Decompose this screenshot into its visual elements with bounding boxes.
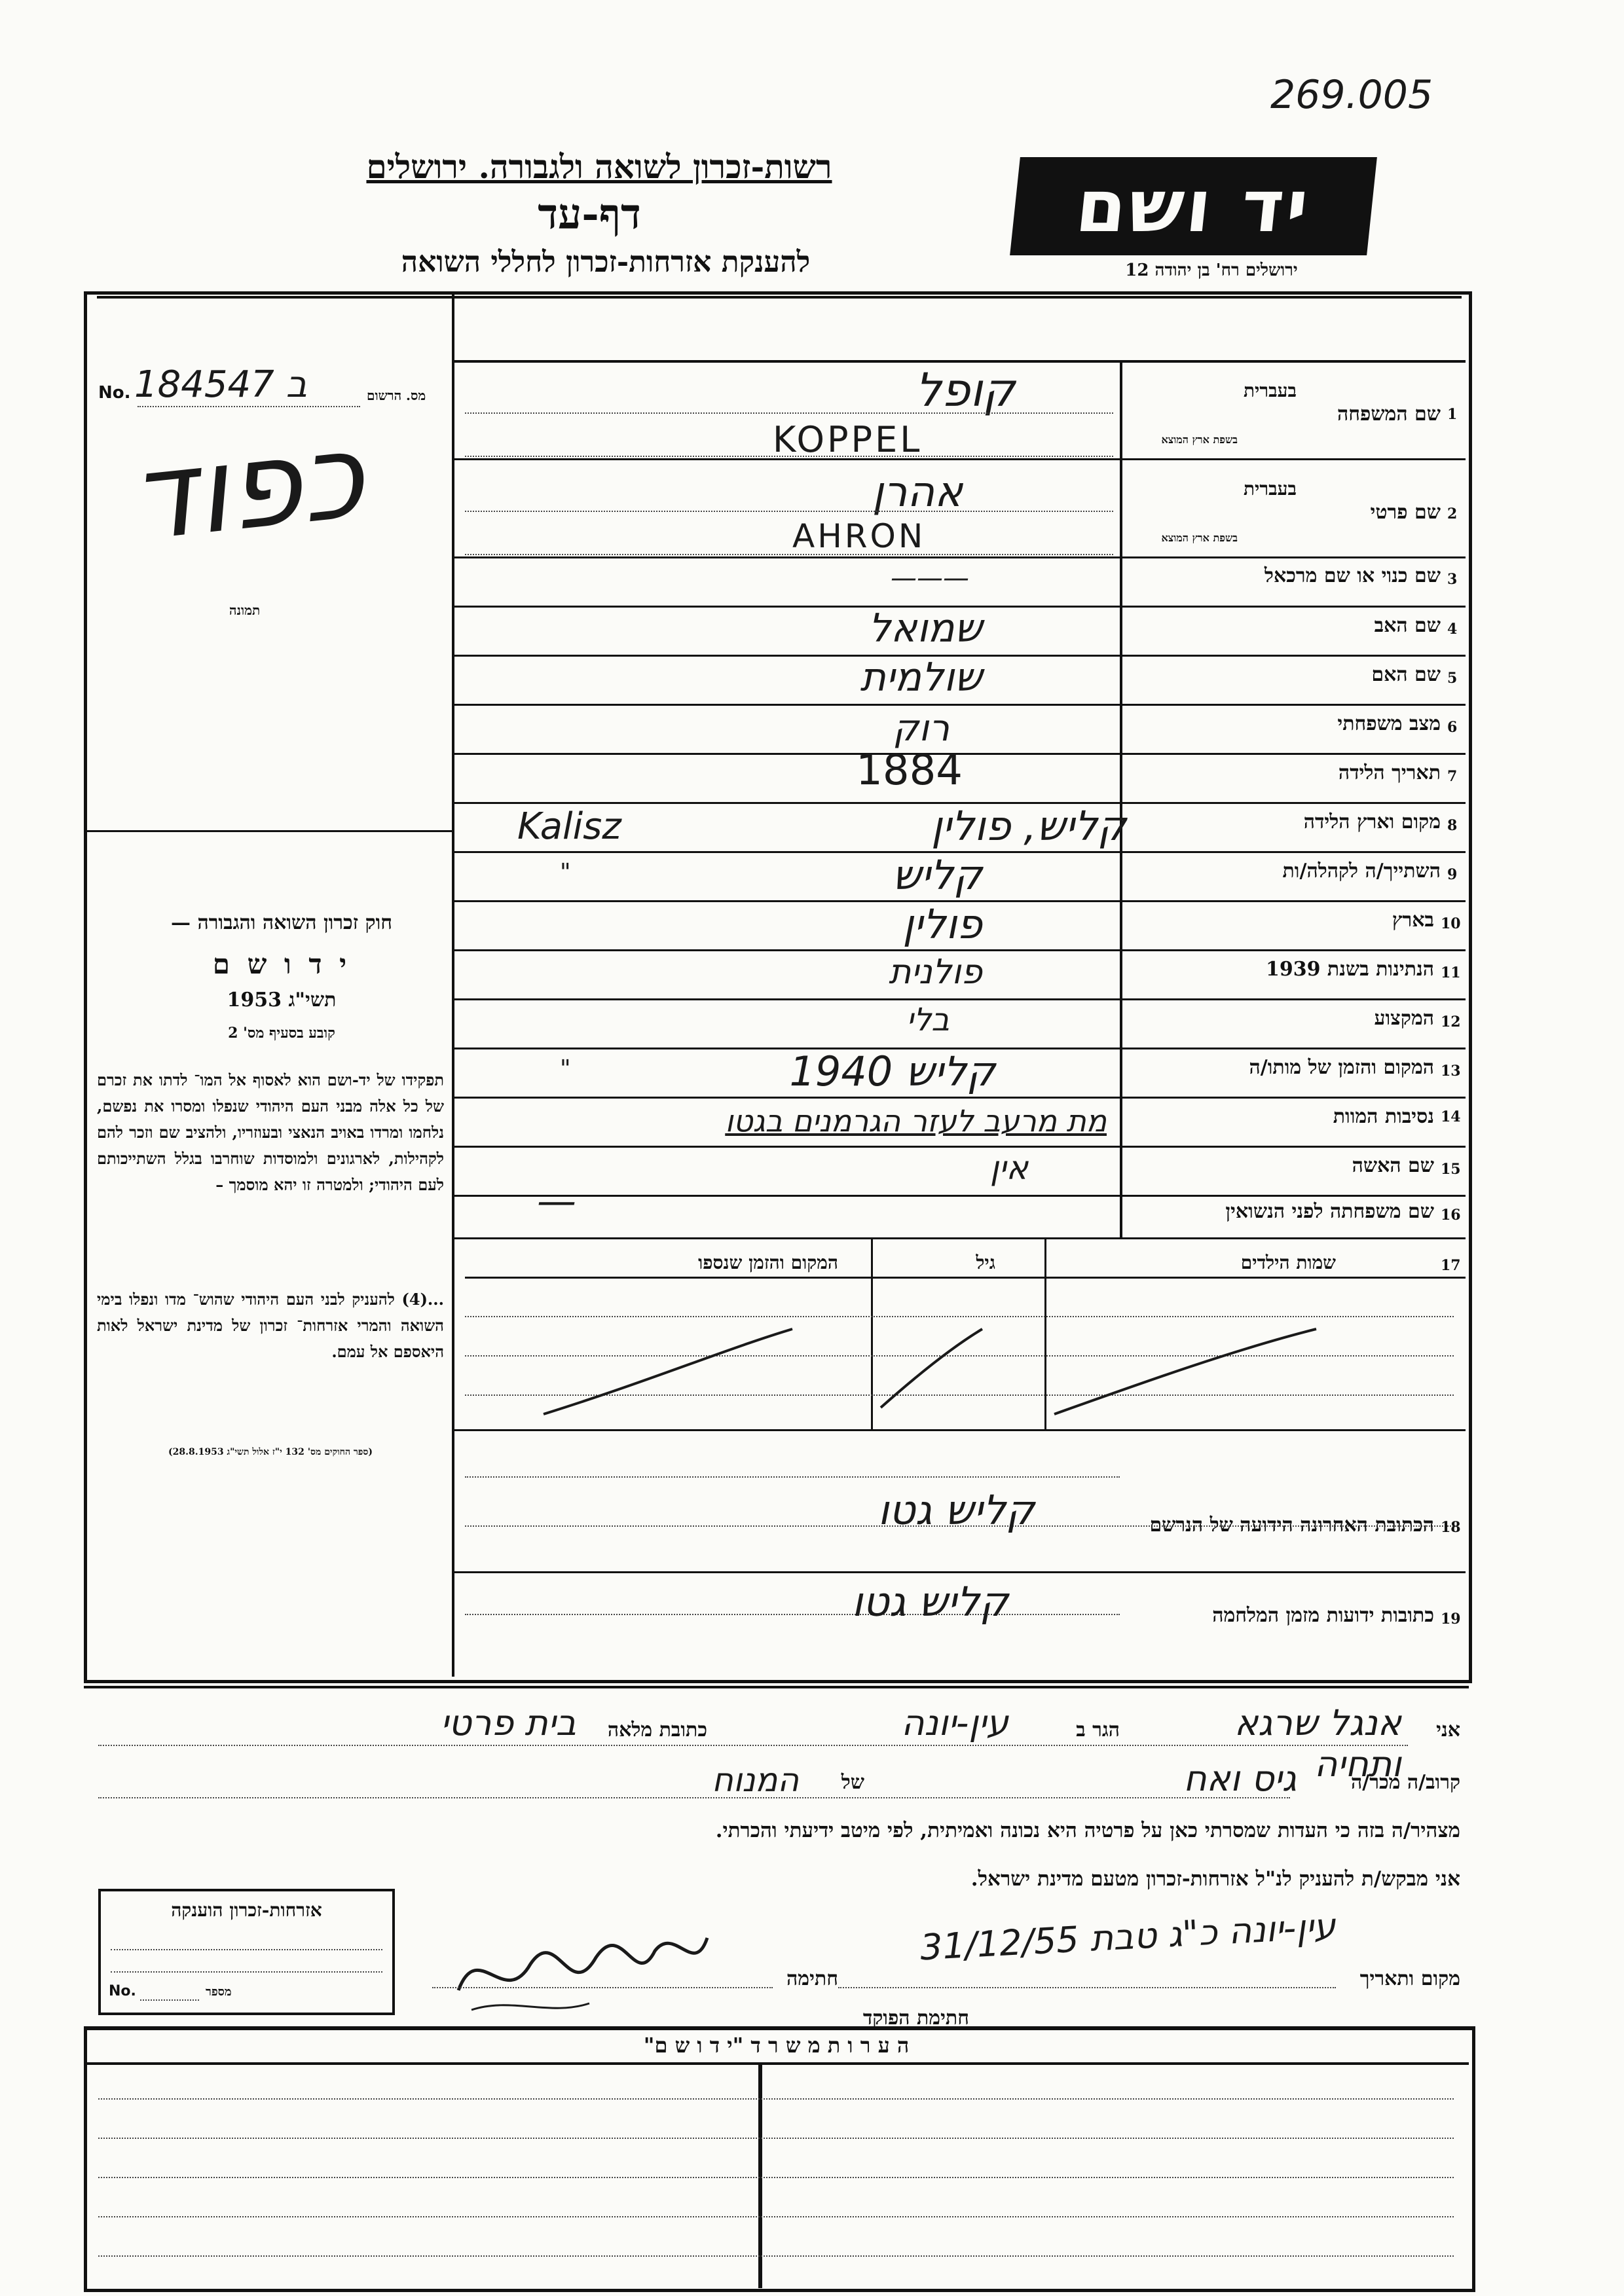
decl-signature-label: חתימה <box>786 1967 838 1990</box>
row-10-number: 10 <box>1441 915 1461 932</box>
decl-address-label: כתובת מלאה <box>607 1719 707 1741</box>
row-1-sub-hebrew: בעברית <box>1243 380 1297 401</box>
row-3-number: 3 <box>1447 571 1458 588</box>
remarks-title: ה ע ר ו ת מ ש ר ד "י ד ו ש ם" <box>643 2033 910 2058</box>
row-8-value: קליש, פולין <box>931 802 1126 850</box>
row-2-label: שם פרטי <box>1370 501 1441 524</box>
row-12-number: 12 <box>1441 1013 1461 1030</box>
row-11-value: פולנית <box>889 953 982 992</box>
children-col-names: שמות הילדים <box>1240 1252 1336 1273</box>
row-3-label: שם כנוי או שם מרכאל <box>1264 564 1441 587</box>
stamp-number-label: מספר <box>206 1985 232 1999</box>
registration-number: ב 184547 <box>134 363 307 406</box>
row-19-number: 19 <box>1441 1611 1461 1628</box>
row-1-number: 1 <box>1447 406 1458 423</box>
row-8-label: מקום וארץ הלידה <box>1303 811 1441 833</box>
law-text-2: ...(4) להעניק לבני העם היהודי שהוש־ מדו ונפלו בימי השואה והמרי אזרחות־ זכרון של מדינת ישראל לאות היאספם אל עמם. <box>97 1290 444 1361</box>
row-6-number: 6 <box>1447 719 1458 736</box>
row-5-number: 5 <box>1447 670 1458 687</box>
row-15-value: אין <box>989 1149 1028 1187</box>
yad-vashem-logo <box>1010 157 1377 255</box>
row-10-label: בארץ <box>1392 909 1434 932</box>
row-8-number: 8 <box>1447 817 1458 834</box>
row-19-value: קליש גטו <box>851 1578 1008 1626</box>
law-name: י ד ו ש ם <box>212 948 351 980</box>
logo-text: יד ושם <box>1072 164 1315 248</box>
row-4-value: שמואל <box>868 606 982 651</box>
row-4-label: שם האב <box>1374 614 1441 637</box>
row-9-number: 9 <box>1447 866 1458 883</box>
row-13-extra: " <box>560 1055 571 1082</box>
row-14-number: 14 <box>1441 1108 1461 1125</box>
law-reference: (ספר החוקים מס' 132 י"ז אלול תשי"ג 28.8.1953) <box>168 1447 373 1457</box>
photo-label: תמונה <box>229 602 261 618</box>
signature <box>432 1912 720 2023</box>
law-year: תשי"ג 1953 <box>227 989 337 1011</box>
row-4-number: 4 <box>1447 621 1458 638</box>
row-15-number: 15 <box>1441 1161 1461 1178</box>
decl-of-label: של <box>841 1771 864 1794</box>
row-15-label: שם האשה <box>1352 1154 1434 1177</box>
children-col-age: גיל <box>976 1252 995 1273</box>
decl-place-date-label: מקום ותאריך <box>1359 1967 1460 1990</box>
decl-resident-label: הגר ב <box>1076 1719 1120 1741</box>
page-title: דף-עד <box>538 190 641 239</box>
row-9-value: קליש <box>892 851 982 899</box>
row-2-sub-origin: בשפת ארץ המוצא <box>1161 532 1238 544</box>
decl-city: עין-יונה <box>901 1702 1008 1743</box>
decl-address-value: בית פרטי <box>440 1702 576 1743</box>
decl-name: אנגל שרגא ותחיה <box>1234 1702 1401 1785</box>
row-2-number: 2 <box>1447 505 1458 522</box>
row-3-value: ——— <box>891 563 969 593</box>
decl-relative-label: קרוב/ה מכר/ה <box>1351 1771 1460 1794</box>
row-14-label: נסיבות המוות <box>1333 1105 1434 1128</box>
row-1-value-hebrew: קופל <box>915 363 1015 417</box>
row-11-label: הנתינות בשנת 1939 <box>1265 958 1434 981</box>
row-2-value-hebrew: אהרן <box>872 468 963 517</box>
photo-handwriting: כפוד <box>124 407 370 568</box>
stamp-no-label: No. <box>109 1983 136 1999</box>
row-16-number: 16 <box>1441 1207 1461 1224</box>
row-14-value: מת מרעב לעזר הגרמנים בגטו <box>725 1103 1107 1139</box>
row-9-extra: " <box>560 859 571 886</box>
children-col-place: המקום והזמן שנספו <box>698 1252 838 1273</box>
remarks-box <box>84 2026 1475 2292</box>
registration-label: מס. הרשום <box>367 388 426 403</box>
row-13-value: קליש 1940 <box>789 1048 995 1095</box>
decl-place-date-value: עין-יונה כ"ג טבת 31/12/55 <box>919 1905 1337 1969</box>
row-2-value-latin: AHRON <box>792 517 926 555</box>
decl-statement: מצהיר/ה בזה כי העדות שמסרתי כאן על פרטיה היא נכונה ואמיתית, לפי מיטב ידיעתי והכרתי. <box>715 1819 1460 1842</box>
row-1-sub-origin: בשפת ארץ המוצא <box>1161 433 1238 446</box>
children-number: 17 <box>1441 1257 1461 1274</box>
row-7-number: 7 <box>1447 768 1458 785</box>
row-12-label: המקצוע <box>1374 1007 1434 1030</box>
row-7-value: 1884 <box>856 746 963 795</box>
file-number: 269.005 <box>1270 72 1433 118</box>
row-9-label: השתייך/ה לקהלה/ות <box>1282 860 1441 883</box>
decl-official-label: חתימת הפוקד <box>862 2007 969 2030</box>
row-6-label: מצב משפחתי <box>1337 712 1441 735</box>
row-13-number: 13 <box>1441 1063 1461 1080</box>
row-2-sub-hebrew: בעברית <box>1243 478 1297 500</box>
law-text-1: תפקידו של יד-ושם הוא לאסוף אל המו־ לדתו את זכרם של כל אלה מבני העם היהודי שנפלו ומסרו את נפשם, נלחמו ומרדו באויב הנאצי ובעוזריו, ולהציב שם וזכר להם לקהילות, לארגונים ולמוסדות שוחרבו בגלל השתייכותם לעם היהודי; ולמטרה זו יהא מוסמך – <box>97 1070 444 1194</box>
row-13-label: המקום והזמן של מותו/ה <box>1249 1056 1434 1079</box>
row-16-label: שם משפחתה לפני הנשואין <box>1225 1200 1434 1223</box>
row-8-extra: Kalisz <box>517 805 621 848</box>
row-1-value-latin: KOPPEL <box>773 419 923 460</box>
row-10-value: פולין <box>902 900 982 948</box>
row-1-label: שם המשפחה <box>1337 403 1441 426</box>
logo-address: ירושלים רח' בן יהודה 12 <box>1125 261 1298 280</box>
row-7-label: תאריך הלידה <box>1338 761 1441 784</box>
decl-relative-value: גיס ואח <box>1183 1758 1297 1799</box>
row-5-label: שם האם <box>1371 663 1441 686</box>
row-18-number: 18 <box>1441 1519 1461 1536</box>
row-12-value: בלי <box>906 1002 950 1038</box>
citizenship-stamp-box <box>98 1889 395 2015</box>
row-18-label: הכתובת האחרונה הידועה של הנרשם <box>1149 1514 1434 1537</box>
children-strikethrough <box>452 1277 1466 1427</box>
row-5-value: שולמית <box>860 655 982 701</box>
row-16-value: — <box>537 1178 576 1224</box>
subtitle: להענקת אזרחות-זכרון לחללי השואה <box>401 246 811 279</box>
no-label: No. <box>98 383 131 403</box>
row-11-number: 11 <box>1441 964 1461 981</box>
row-19-label: כתובות ידועות מזמן המלחמה <box>1212 1604 1434 1627</box>
row-6-value: רוק <box>893 707 950 750</box>
decl-ani: אני <box>1436 1719 1460 1741</box>
law-clause: קובע בסעיף מס' 2 <box>228 1025 335 1042</box>
row-18-value: קליש גטו <box>877 1486 1035 1534</box>
decl-request: אני מבקש/ת להעניק לנ"ל אזרחות-זכרון מטעם מדינת ישראל. <box>970 1867 1460 1891</box>
law-title: חוק זכרון השואה והגבורה — <box>171 911 392 934</box>
decl-of-value: המנוח <box>712 1761 799 1799</box>
stamp-box-title: אזרחות-זכרון הוענקה <box>171 1899 322 1921</box>
authority-line: רשות-זכרון לשואה ולגבורה. ירושלים <box>366 147 832 186</box>
